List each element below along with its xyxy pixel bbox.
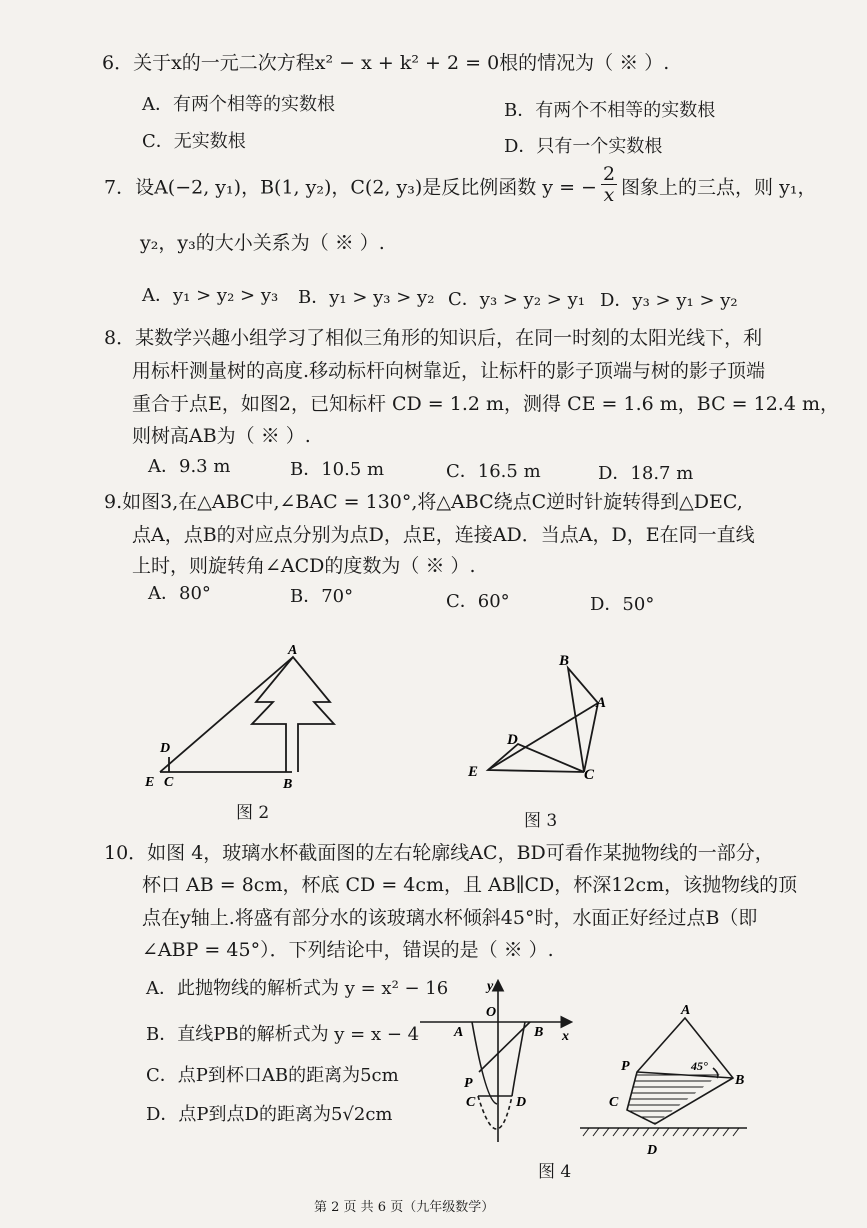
q10-stem-line4: ∠ABP = 45°）．下列结论中，错误的是（ ※ ）. [142,939,554,961]
q9-option-c: C．60° [446,591,510,612]
fig2-label-e: E [145,775,155,790]
fig4r-label-angle: 45° [691,1059,708,1073]
fig3-caption: 图 3 [524,811,558,831]
fig4r-label-d: D [647,1143,658,1158]
fig4r-label-p: P [621,1059,630,1074]
q7-stem-line1 [104,163,817,209]
q10-stem-line2: 杯口 AB = 8cm，杯底 CD = 4cm，且 AB∥CD，杯深12cm，该抛物线的顶 [142,874,798,896]
q8-option-c: C．16.5 m [446,461,541,482]
fig2-label-c: C [164,775,174,790]
fig4-water [627,1072,723,1124]
q10-option-d: D．点P到点D的距离为5√2cm [146,1104,393,1125]
q7-stem-tail: 图象上的三点，则 y₁， [621,176,817,199]
fig4-label-a: A [454,1025,464,1040]
q9-option-b: B．70° [290,586,354,607]
q7-fraction [601,164,617,205]
q9-option-d: D．50° [590,594,655,615]
q7-option-b: B．y₁ > y₃ > y₂ [298,287,435,308]
fig4-label-o: O [486,1005,497,1020]
q7-option-d: D．y₃ > y₁ > y₂ [600,290,738,311]
q10-option-b: B．直线PB的解析式为 y = x − 4 [146,1024,420,1045]
fig4-label-y: y [487,979,494,994]
q10-option-a: A．此抛物线的解析式为 y = x² − 16 [146,978,449,999]
figure-4-coordinate [410,972,590,1152]
fig4-line-pb [479,1022,530,1072]
q6-stem: 6．关于x的一元二次方程x² − x + k² + 2 = 0根的情况为（ ※ ）. [102,52,670,74]
fig4-label-d: D [516,1095,527,1110]
q10-stem-line1: 10．如图 4，玻璃水杯截面图的左右轮廓线AC，BD可看作某抛物线的一部分， [104,842,774,864]
q10-stem-line3: 点在y轴上.将盛有部分水的该玻璃水杯倾斜45°时，水面正好经过点B（即 [142,907,758,929]
fig2-tree [252,657,334,772]
q9-stem-line3: 上时，则旋转角∠ACD的度数为（ ※ ）. [132,555,476,577]
fig3-label-e: E [468,764,479,780]
fig4-parabola-solid [472,1022,497,1104]
fig2-label-d: D [160,741,171,756]
q9-stem-line1: 9.如图3,在△ABC中,∠BAC = 130°,将△ABC绕点C逆时针旋转得到△DEC, [104,491,743,513]
fig4-label-p: P [464,1076,473,1091]
q8-stem-line4: 则树高AB为（ ※ ）. [132,425,311,447]
q8-option-d: D．18.7 m [598,463,694,484]
fig3-label-a: A [596,695,607,711]
q9-option-a: A．80° [148,583,211,604]
q8-stem-line3: 重合于点E，如图2，已知标杆 CD = 1.2 m，测得 CE = 1.6 m，BC = 12.4 m， [132,393,839,415]
q6-option-a: A．有两个相等的实数根 [142,94,335,115]
q6-option-d: D．只有一个实数根 [504,136,663,157]
fig3-label-d: D [507,732,518,748]
fig3-label-c: C [584,767,595,783]
q10-option-c: C．点P到杯口AB的距离为5cm [146,1065,399,1086]
q7-stem-line2: y₂，y₃的大小关系为（ ※ ）. [140,232,385,254]
q8-stem-line2: 用标杆测量树的高度.移动标杆向树靠近，让标杆的影子顶端与树的影子顶端 [132,360,766,382]
fig4r-label-a: A [681,1003,691,1018]
q8-stem-line1: 8．某数学兴趣小组学习了相似三角形的知识后，在同一时刻的太阳光线下，利 [104,327,763,349]
q8-option-a: A．9.3 m [148,456,231,477]
q6-option-c: C．无实数根 [142,131,246,152]
fig3-triangle-dec [488,744,584,772]
q8-option-b: B．10.5 m [290,459,385,480]
fig4-parabola-dashed [478,1096,512,1129]
figure-4-tilted-cup [575,1000,755,1160]
fig4-label-x: x [562,1029,569,1044]
q6-option-b: B．有两个不相等的实数根 [504,100,716,121]
fig2-caption: 图 2 [236,803,270,823]
fig2-label-a: A [288,643,298,658]
fig4-caption: 图 4 [538,1162,572,1182]
fig4-ground-hatch [583,1128,739,1136]
fig4r-label-b: B [735,1073,745,1088]
q7-stem-head: 7．设A(−2, y₁)，B(1, y₂)，C(2, y₃)是反比例函数 y = − [104,176,597,199]
fig3-label-b: B [559,653,570,669]
fig2-line-ea [160,657,293,772]
fig4-label-b: B [534,1025,544,1040]
q7-option-a: A．y₁ > y₂ > y₃ [142,285,279,306]
q7-frac-den: x [603,184,615,206]
q7-option-c: C．y₃ > y₂ > y₁ [448,289,585,310]
fig4r-label-c: C [609,1095,619,1110]
fig2-label-b: B [283,777,293,792]
q7-frac-num: 2 [602,163,616,185]
fig4-label-c: C [466,1095,476,1110]
q9-stem-line2: 点A，点B的对应点分别为点D，点E，连接AD．当点A，D，E在同一直线 [132,524,755,546]
figure-2 [140,640,340,800]
figure-3 [460,645,620,795]
page-footer: 第 2 页 共 6 页（九年级数学） [314,1200,495,1215]
fig3-triangle-abc [568,668,598,772]
